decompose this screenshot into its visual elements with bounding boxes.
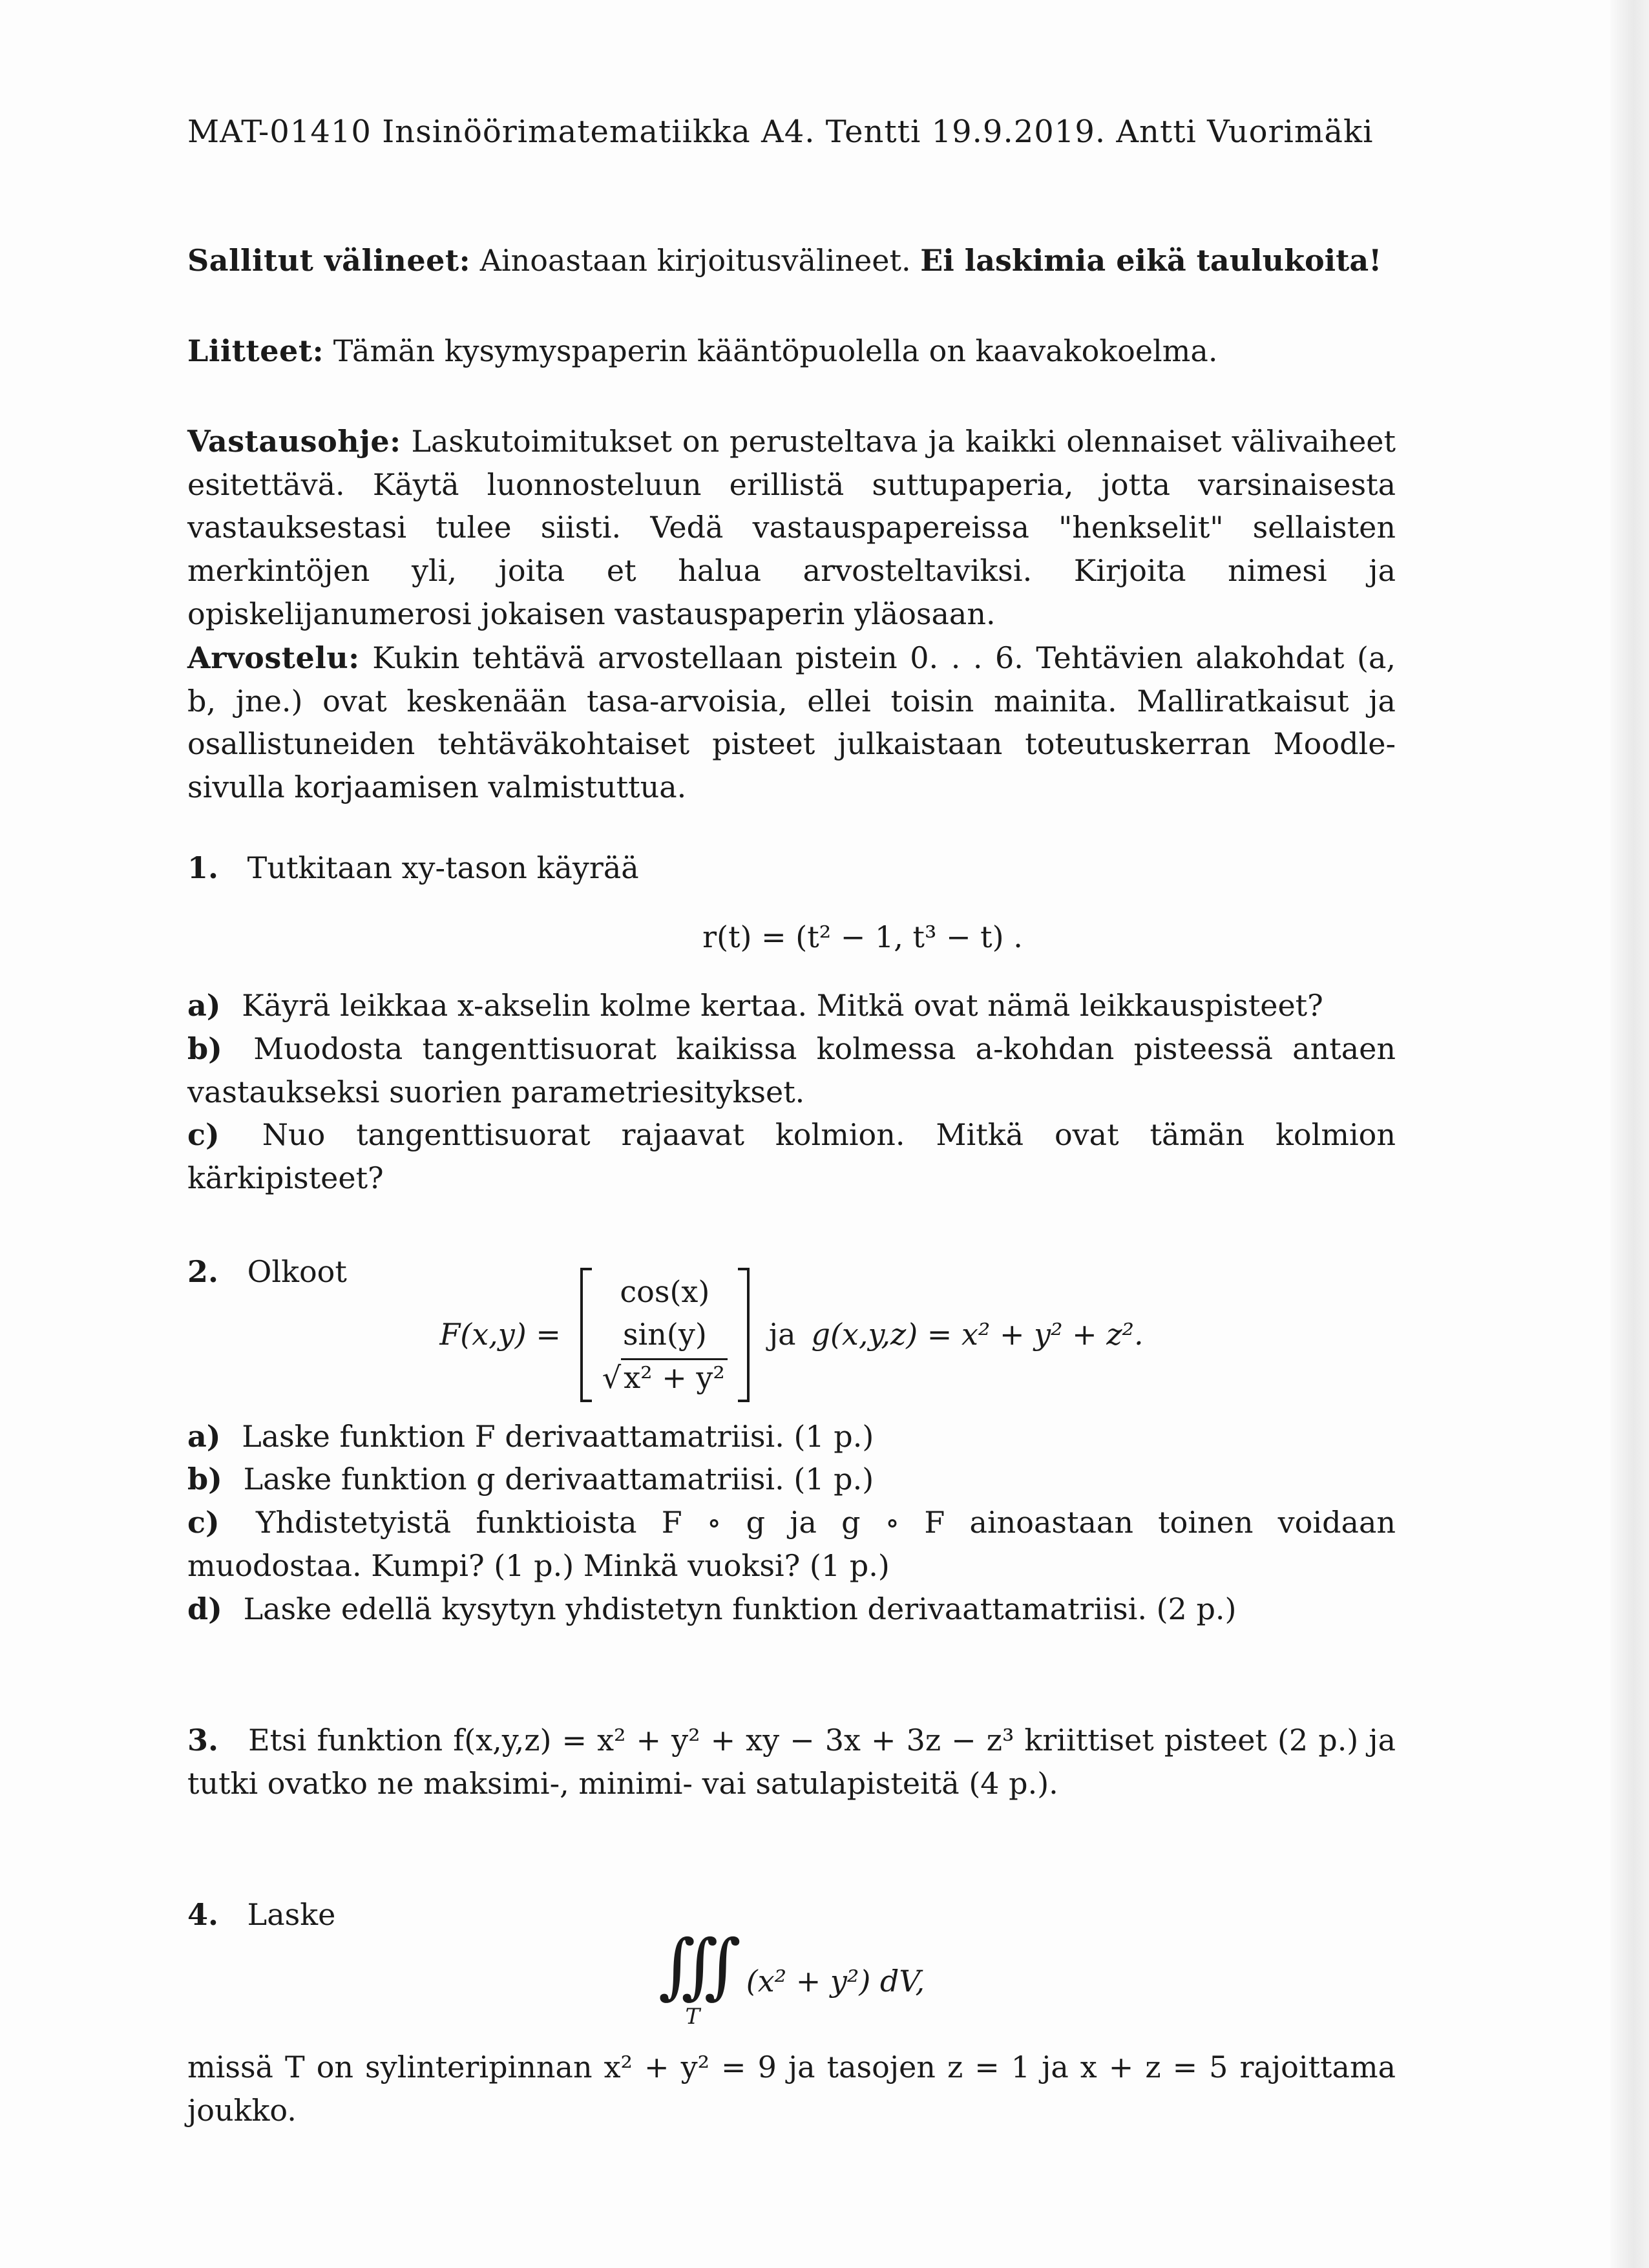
exam-title: MAT-01410 Insinöörimatematiikka A4. Tentti 19.9.2019. Antti Vuorimäki <box>187 114 1374 150</box>
attachments <box>187 330 1396 373</box>
problem-1c-text: Nuo tangenttisuorat rajaavat kolmion. Mitkä ovat tämän kolmion kärkipisteet? <box>187 1117 1396 1196</box>
problem-2b-label: b) <box>187 1462 222 1497</box>
answer-instructions <box>187 420 1396 635</box>
scan-edge-shadow <box>1610 0 1649 2268</box>
problem-4-integral <box>187 1924 1396 2033</box>
problem-2-f-row-1: cos(x) <box>620 1274 710 1309</box>
answer-instructions-text: Laskutoimitukset on perusteltava ja kaikki olennaiset välivaiheet esitettävä. Käytä luonnosteluun erillistä suttupaperia, jotta varsinaisesta vastauksestasi tulee siisti. Vedä vastauspapereissa "henkselit" sellaisten merkintöjen yli, joita et halua arvosteltaviksi. Kirjoita nimesi ja opiskelijanumerosi jokaisen vastauspaperin yläosaan. <box>187 424 1396 631</box>
problem-2-g-def: g(x,y,z) = x² + y² + z². <box>811 1317 1144 1352</box>
problem-1a-label: a) <box>187 988 221 1024</box>
problem-2c-label: c) <box>187 1505 220 1540</box>
problem-2a-text: Laske funktion F derivaattamatriisi. (1 p.) <box>242 1418 874 1454</box>
problem-4 <box>187 1893 1396 2132</box>
problem-4-integral-symbol <box>658 1924 727 2033</box>
problem-2b-text: Laske funktion g derivaattamatriisi. (1 p.) <box>243 1462 874 1497</box>
problem-4-integral-sign: ∫∫∫ <box>658 1924 727 2007</box>
problem-3-number: 3. <box>187 1723 219 1758</box>
problem-2-sqrt-radicand: x² + y² <box>621 1358 728 1395</box>
problem-4-text: missä T on sylinteripinnan x² + y² = 9 ja tasojen z = 1 ja x + z = 5 rajoittama joukko. <box>187 2049 1396 2128</box>
problem-4-integrand: (x² + y²) dV, <box>746 1963 925 1999</box>
problem-2-intro: Olkoot <box>247 1254 347 1289</box>
allowed-tools-warning: Ei laskimia eikä taulukoita! <box>920 243 1382 278</box>
problem-2a-label: a) <box>187 1418 221 1454</box>
problem-2-f-row-3 <box>602 1356 728 1400</box>
problem-2-sqrt-sign: √ <box>602 1360 622 1396</box>
attachments-text: Tämän kysymyspaperin kääntöpuolella on kaavakokoelma. <box>333 333 1218 368</box>
grading <box>187 636 1396 809</box>
problem-2-definitions <box>187 1268 1396 1402</box>
allowed-tools-label: Sallitut välineet: <box>187 243 471 278</box>
grading-text: Kukin tehtävä arvostellaan pistein 0. . . 6. Tehtävien alakohdat (a, b, jne.) ovat keskenään tasa-arvoisia, ellei toisin mainita. Malliratkaisut ja osallistuneiden tehtäväkohtaiset pisteet julkaistaan toteutuskerran Moodle-sivulla korjaamisen valmistuttua. <box>187 640 1396 805</box>
answer-instructions-label: Vastausohje: <box>187 424 401 459</box>
problem-2-f-lhs: F(x,y) = <box>439 1317 561 1352</box>
problem-2-f-matrix <box>580 1268 750 1402</box>
problem-2d-text: Laske edellä kysytyn yhdistetyn funktion derivaattamatriisi. (2 p.) <box>243 1591 1237 1626</box>
problem-2d-label: d) <box>187 1591 222 1626</box>
problem-1-number: 1. <box>187 850 219 885</box>
problem-4-number: 4. <box>187 1897 219 1932</box>
problem-2-ja: ja <box>768 1317 796 1352</box>
problem-3-text: Etsi funktion f(x,y,z) = x² + y² + xy − 3x + 3z − z³ kriittiset pisteet (2 p.) ja tutki ovatko ne maksimi-, minimi- vai satulapisteitä (4 p.). <box>187 1723 1396 1801</box>
problem-2-f-row-2: sin(y) <box>622 1317 707 1352</box>
problem-4-domain: T <box>685 2003 700 2030</box>
allowed-tools <box>187 239 1396 282</box>
problem-1a-text: Käyrä leikkaa x-akselin kolme kertaa. Mitkä ovat nämä leikkauspisteet? <box>242 988 1323 1024</box>
problem-1b-text: Muodosta tangenttisuorat kaikissa kolmessa a-kohdan pisteessä antaen vastaukseksi suorien parametriesitykset. <box>187 1031 1396 1109</box>
problem-2c-text: Yhdistetyistä funktioista F ∘ g ja g ∘ F ainoastaan toinen voidaan muodostaa. Kumpi? (1 p.) Minkä vuoksi? (1 p.) <box>187 1505 1396 1583</box>
problem-4-intro: Laske <box>247 1897 336 1932</box>
problem-1-formula: r(t) = (t² − 1, t³ − t) . <box>702 919 1023 954</box>
allowed-tools-text: Ainoastaan kirjoitusvälineet. <box>479 243 911 278</box>
problem-3 <box>187 1719 1396 1805</box>
problem-1-intro: Tutkitaan xy-tason käyrää <box>247 850 639 885</box>
attachments-label: Liitteet: <box>187 333 324 368</box>
problem-2-number: 2. <box>187 1254 219 1289</box>
grading-label: Arvostelu: <box>187 640 360 675</box>
problem-2 <box>187 1250 1396 1630</box>
problem-1c-label: c) <box>187 1117 220 1153</box>
problem-1 <box>187 846 1396 1200</box>
problem-1b-label: b) <box>187 1031 222 1067</box>
